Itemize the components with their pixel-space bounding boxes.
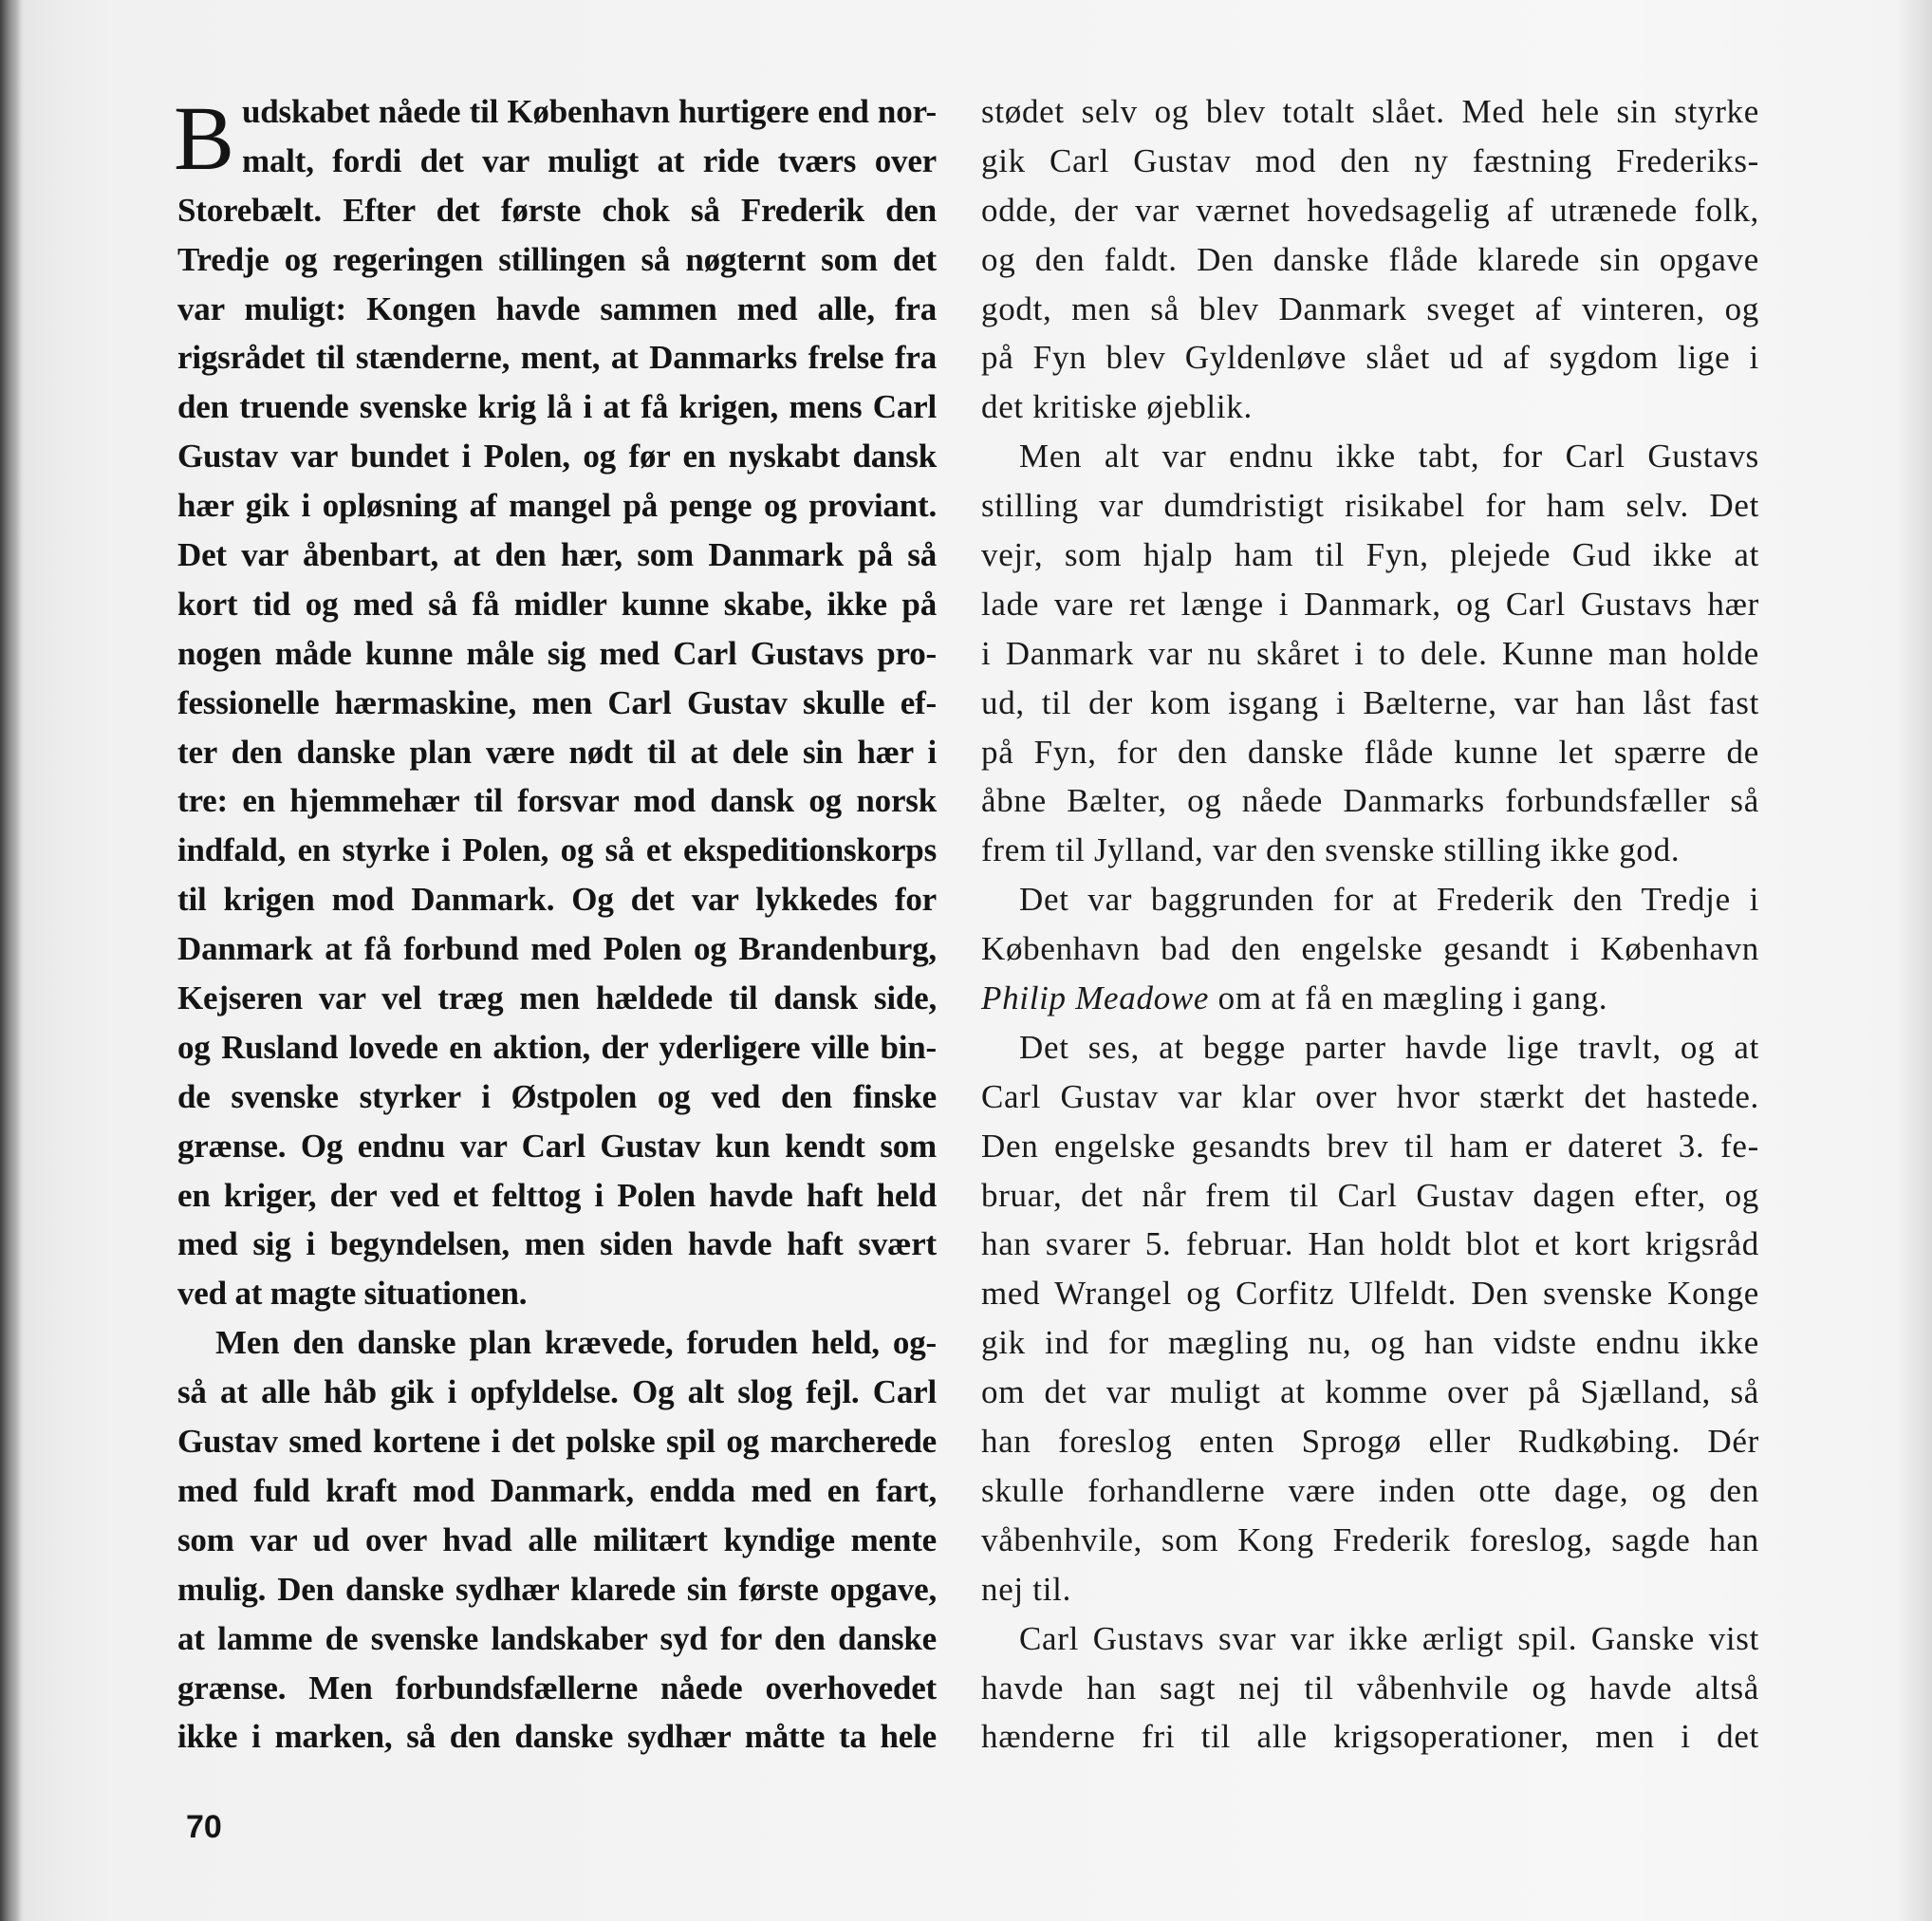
- text-line: at lamme de svenske landskaber syd for den danske: [177, 1619, 937, 1657]
- text-line: den truende svenske krig lå i at få krigen, mens Carl: [177, 388, 937, 426]
- line-text: om at få en mægling i gang.: [1217, 979, 1608, 1017]
- text-line: stødet selv og blev totalt slået. Med hele sin styrke: [981, 93, 1759, 130]
- text-line: Tredje og regeringen stillingen så nøgternt som det: [177, 240, 937, 278]
- text-line: ikke i marken, så den danske sydhær måtte ta hele: [177, 1718, 937, 1756]
- text-line: ved at magte situationen.: [177, 1275, 528, 1313]
- text-line: Kejseren var vel træg men hældede til dansk side,: [177, 979, 937, 1017]
- text-line: de svenske styrker i Østpolen og ved den finske: [177, 1077, 937, 1115]
- left-text-column: [174, 87, 937, 1762]
- page-number: 70: [186, 1809, 222, 1845]
- text-line: han svarer 5. februar. Han holdt blot et kort krigsråd: [981, 1225, 1759, 1263]
- text-line: Det ses, at begge parter havde lige travlt, og at: [1019, 1028, 1759, 1066]
- text-line: gik ind for mægling nu, og han vidste endnu ikke: [981, 1324, 1759, 1362]
- text-line: med Wrangel og Corfitz Ulfeldt. Den svenske Konge: [981, 1275, 1759, 1313]
- text-line: godt, men så blev Danmark sveget af vinteren, og: [981, 289, 1759, 327]
- text-line: gik Carl Gustav mod den ny fæstning Frederiks-: [981, 141, 1759, 179]
- text-line: tre: en hjemmehær til forsvar mod dansk og norsk: [177, 782, 937, 820]
- text-line: hænderne fri til alle krigsoperationer, men i det: [981, 1718, 1759, 1756]
- text-line: odde, der var værnet hovedsagelig af utrænede folk,: [981, 191, 1759, 229]
- line-text: udskabet nåede til København hurtigere end nor-: [242, 93, 937, 130]
- text-line: våbenhvile, som Kong Frederik foreslog, sagde han: [981, 1520, 1759, 1558]
- text-line: stilling var dumdristigt risikabel for ham selv. Det: [981, 487, 1759, 525]
- text-line: grænse. Men forbundsfællerne nåede overhovedet: [177, 1669, 937, 1707]
- text-line: Carl Gustavs svar var ikke ærligt spil. Ganske vist: [1019, 1619, 1759, 1657]
- text-line: fessionelle hærmaskine, men Carl Gustav skulle ef-: [177, 683, 937, 721]
- text-line: nej til.: [981, 1570, 1072, 1608]
- text-line: ud, til der kom isgang i Bælterne, var han låst fast: [981, 683, 1759, 721]
- text-line: var muligt: Kongen havde sammen med alle, fra: [177, 289, 937, 327]
- text-line: frem til Jylland, var den svenske stilling ikke god.: [981, 831, 1681, 869]
- text-line: [981, 974, 1759, 1023]
- text-line: en kriger, der ved et felttog i Polen havde haft held: [177, 1176, 937, 1214]
- text-line: om det var muligt at komme over på Sjælland, så: [981, 1373, 1759, 1411]
- text-line: lade vare ret længe i Danmark, og Carl Gustavs hær: [981, 585, 1759, 623]
- text-line: Men alt var endnu ikke tabt, for Carl Gustavs: [1019, 438, 1759, 476]
- text-line: Storebælt. Efter det første chok så Frederik den: [177, 191, 937, 229]
- text-line: vejr, som hjalp ham til Fyn, plejede Gud ikke at: [981, 536, 1759, 574]
- text-line: Det var baggrunden for at Frederik den Tredje i: [1019, 881, 1759, 919]
- text-line: Carl Gustav var klar over hvor stærkt det hastede.: [981, 1077, 1759, 1115]
- text-line: i Danmark var nu skåret i to dele. Kunne man holde: [981, 634, 1759, 672]
- text-line: Den engelske gesandts brev til ham er dateret 3. fe-: [981, 1127, 1759, 1165]
- text-line: Gustav smed kortene i det polske spil og marcherede: [177, 1423, 937, 1461]
- text-line: og den faldt. Den danske flåde klarede sin opgave: [981, 240, 1759, 278]
- text-line: skulle forhandlerne være inden otte dage, og den: [981, 1471, 1759, 1509]
- text-line: som var ud over hvad alle militært kyndige mente: [177, 1520, 937, 1558]
- text-line: nogen måde kunne måle sig med Carl Gustavs pro-: [177, 634, 937, 672]
- text-line: han foreslog enten Sprogø eller Rudkøbing. Dér: [981, 1423, 1759, 1461]
- book-spine-shadow: [0, 0, 21, 1921]
- text-line: rigsrådet til stænderne, ment, at Danmarks frelse fra: [177, 339, 937, 377]
- drop-cap-letter: B: [174, 87, 234, 189]
- text-line: det kritiske øjeblik.: [981, 388, 1253, 426]
- text-line: på Fyn, for den danske flåde kunne let spærre de: [981, 733, 1759, 771]
- italic-name: Philip Meadowe: [981, 979, 1210, 1017]
- text-line: Det var åbenbart, at den hær, som Danmark på så: [177, 536, 937, 574]
- text-line: ter den danske plan være nødt til at dele sin hær i: [177, 733, 937, 771]
- text-line: Gustav var bundet i Polen, og før en nyskabt dansk: [177, 438, 937, 476]
- text-line: og Rusland lovede en aktion, der yderligere ville bin-: [177, 1028, 937, 1066]
- text-line: åbne Bælter, og nåede Danmarks forbundsfæller så: [981, 782, 1759, 820]
- right-text-column: [981, 87, 1759, 1762]
- text-line: kort tid og med så få midler kunne skabe, ikke på: [177, 585, 937, 623]
- text-line: på Fyn blev Gyldenløve slået ud af sygdom lige i: [981, 339, 1759, 377]
- text-line: mulig. Den danske sydhær klarede sin første opgave,: [177, 1570, 937, 1608]
- text-line: så at alle håb gik i opfyldelse. Og alt slog fejl. Carl: [177, 1373, 937, 1411]
- text-line: malt, fordi det var muligt at ride tværs over: [242, 141, 937, 179]
- text-line: Men den danske plan krævede, foruden held, og-: [215, 1324, 937, 1362]
- text-line: København bad den engelske gesandt i København: [981, 930, 1759, 968]
- text-line: med sig i begyndelsen, men siden havde haft svært: [177, 1225, 937, 1263]
- text-line: til krigen mod Danmark. Og det var lykkedes for: [177, 881, 937, 919]
- text-line: grænse. Og endnu var Carl Gustav kun kendt som: [177, 1127, 937, 1165]
- text-line: Danmark at få forbund med Polen og Brandenburg,: [177, 930, 937, 968]
- text-line: med fuld kraft mod Danmark, endda med en fart,: [177, 1471, 937, 1509]
- text-line: havde han sagt nej til våbenhvile og havde altså: [981, 1669, 1759, 1707]
- text-line: bruar, det når frem til Carl Gustav dagen efter, og: [981, 1176, 1759, 1214]
- text-line: indfald, en styrke i Polen, og så et ekspeditionskorps: [177, 831, 937, 869]
- text-line: hær gik i opløsning af mangel på penge og proviant.: [177, 487, 937, 525]
